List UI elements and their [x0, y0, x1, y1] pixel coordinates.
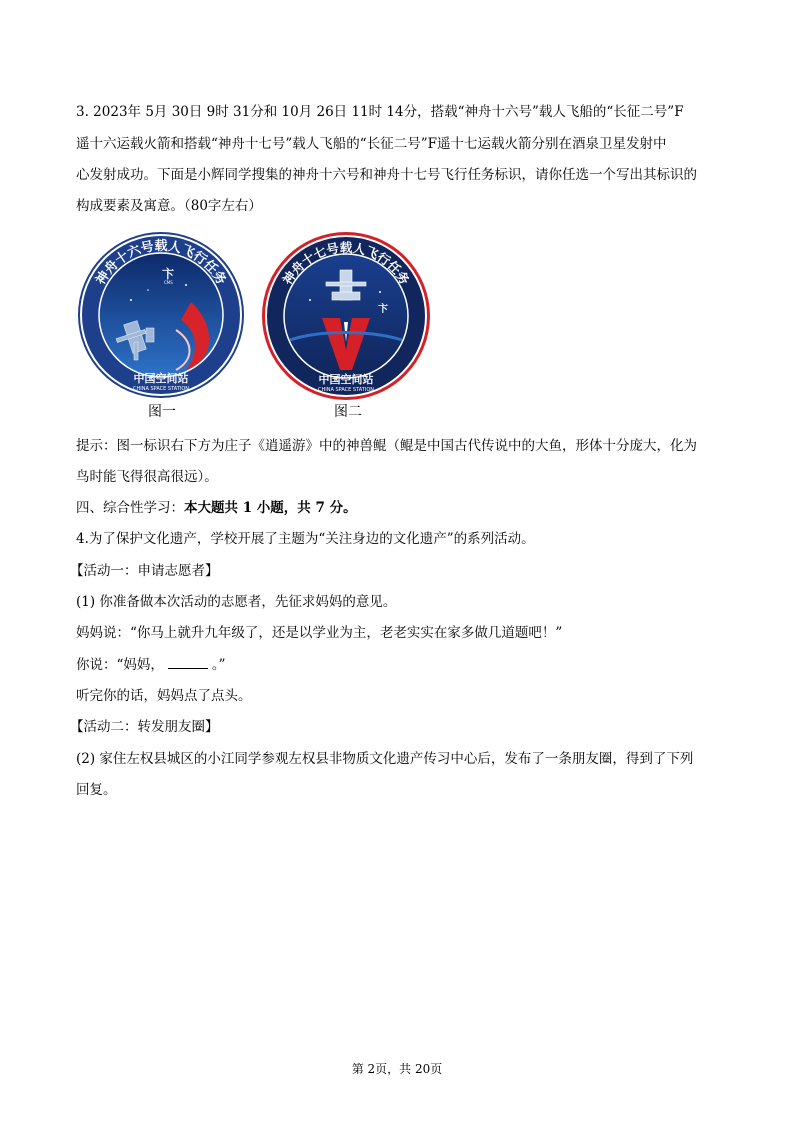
question4-intro: 4.为了保护文化遗产，学校开展了主题为“关注身边的文化遗产”的系列活动。: [76, 531, 535, 547]
you-say-suffix: 。”: [211, 657, 226, 673]
answer-blank[interactable]: [168, 656, 208, 669]
you-say-prefix: 你说：“妈妈，: [76, 657, 164, 673]
badge1-logo-text: CMS: [164, 280, 173, 285]
question4-sub2-line2: 回复。: [76, 782, 117, 798]
badge1-top-text: 神舟十六号载人飞行任务: [93, 239, 229, 288]
page-footer: 第 2页，共 20页: [351, 1062, 443, 1076]
section4-heading: [76, 498, 726, 518]
cms-logo-icon: 卞: [162, 267, 175, 281]
after-text: 听完你的话，妈妈点了点头。: [76, 688, 252, 704]
shenzhou17-mission-badge: [260, 230, 432, 402]
question4-sub1: (1) 你准备做本次活动的志愿者，先征求妈妈的意见。: [76, 594, 397, 610]
question3-line2: 遥十六运载火箭和搭载“神舟十七号”载人飞船的“长征二号”F遥十七运载火箭分别在酒泉卫星发射中: [76, 136, 667, 152]
badge1-caption: 图一: [148, 404, 176, 420]
question3-line1: 3. 2023年 5月 30日 9时 31分和 10月 26日 11时 14分，搭载“神舟十六号”载人飞船的“长征二号”F: [76, 104, 684, 120]
question3-line4: 构成要素及寓意。（80字左右）: [76, 198, 262, 214]
badge1-bottom-text: 中国空间站: [133, 372, 189, 385]
shenzhou16-mission-badge: [76, 230, 246, 400]
activity2-heading: 【活动二：转发朋友圈】: [70, 719, 219, 735]
section4-heading-prefix: 四、综合性学习：: [76, 500, 184, 516]
section4-heading-bold: 本大题共 1 小题，共 7 分。: [184, 500, 357, 516]
mom-says: 妈妈说：“你马上就升九年级了，还是以学业为主，老老实实在家多做几道题吧！”: [76, 625, 563, 641]
hint-line1: 提示：图一标识右下方为庄子《逍遥游》中的神兽鲲（鲲是中国古代传说中的大鱼，形体十分庞大，化为: [76, 438, 697, 454]
activity1-heading: 【活动一：申请志愿者】: [70, 563, 219, 579]
badge2-caption: 图二: [334, 404, 362, 420]
badge2-bottom-text: 中国空间站: [318, 373, 374, 386]
cms-logo-icon: 卞: [378, 304, 388, 315]
badge2-top-text: 神舟十七号载人飞行任务: [279, 240, 413, 288]
hint-line2: 鸟时能飞得很高很远）。: [76, 469, 218, 485]
badge1-bottom-english: CHINA SPACE STATION: [133, 386, 189, 392]
question3-line3: 心发射成功。下面是小辉同学搜集的神舟十六号和神舟十七号飞行任务标识，请你任选一个写出其标识的: [76, 167, 697, 183]
badge2-bottom-english: CHINA SPACE STATION: [318, 387, 374, 393]
question4-sub2-line1: (2) 家住左权县城区的小江同学参观左权县非物质文化遗产传习中心后，发布了一条朋友圈，得到了下列: [76, 751, 694, 767]
you-say: [76, 655, 726, 675]
